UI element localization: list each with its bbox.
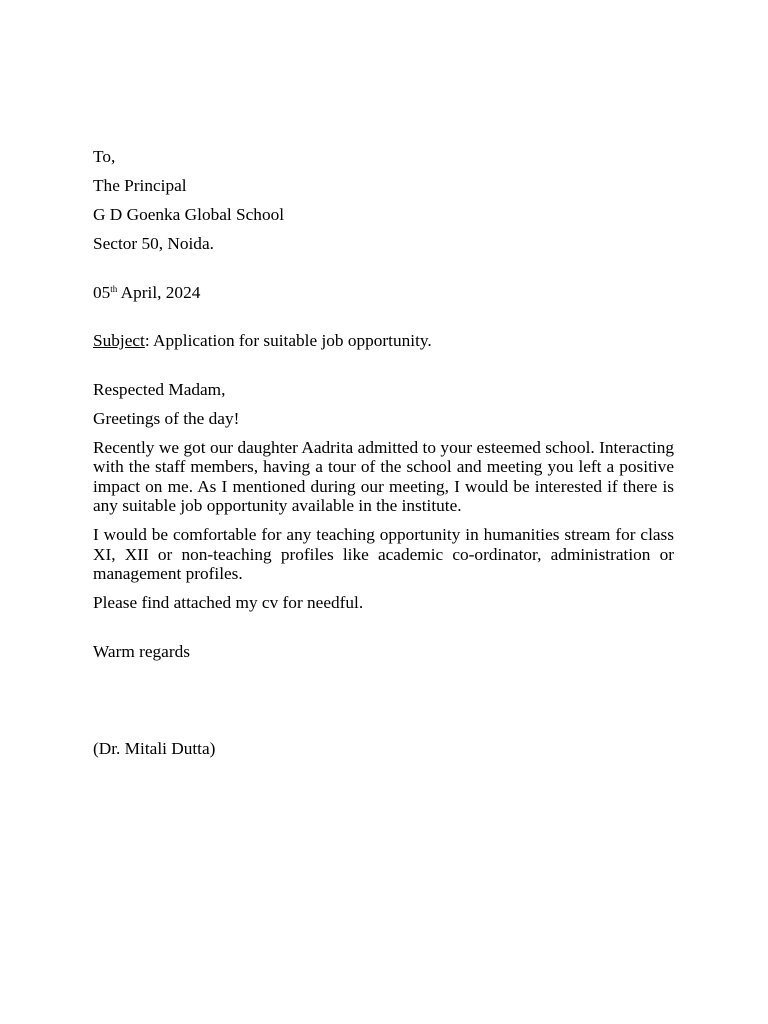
date-suffix: th [110, 283, 118, 294]
spacer [93, 622, 674, 642]
date-day: 05 [93, 282, 111, 302]
to-line: To, [93, 147, 116, 166]
recipient-address-line: Sector 50, Noida. [93, 234, 214, 253]
spacer [93, 312, 674, 332]
recipient-school: G D Goenka Global School [93, 205, 285, 224]
subject-line [93, 331, 674, 351]
sign-off: Warm regards [93, 641, 190, 661]
spacer [93, 263, 674, 283]
salutation: Respected Madam, [93, 379, 226, 399]
signatory-name: (Dr. Mitali Dutta) [93, 738, 216, 758]
body-paragraph-3: Please find attached my cv for needful. [93, 593, 364, 612]
body-paragraph-1: Recently we got our daughter Aadrita admitted to your esteemed school. Interacting with the staff members, having a tour of the school and meeting you left a positive impact on me. As I mentioned during our meeting, I would be interested if there is any suitable job opportunity available in the institute. [93, 437, 674, 515]
letter-date [93, 283, 674, 303]
body-paragraph-2: I would be comfortable for any teaching opportunity in humanities stream for class XI, XII or non-teaching profiles like academic co-ordinator, administration or management profiles. [93, 525, 674, 583]
letter-page [93, 147, 674, 758]
recipient-title: The Principal [93, 176, 187, 195]
spacer [93, 360, 674, 380]
signature-space [93, 671, 674, 739]
subject-label: Subject [93, 331, 145, 350]
date-rest: April, 2024 [117, 282, 201, 302]
recipient-address [93, 147, 674, 254]
greeting: Greetings of the day! [93, 408, 240, 428]
subject-text: : Application for suitable job opportunity. [144, 331, 432, 350]
